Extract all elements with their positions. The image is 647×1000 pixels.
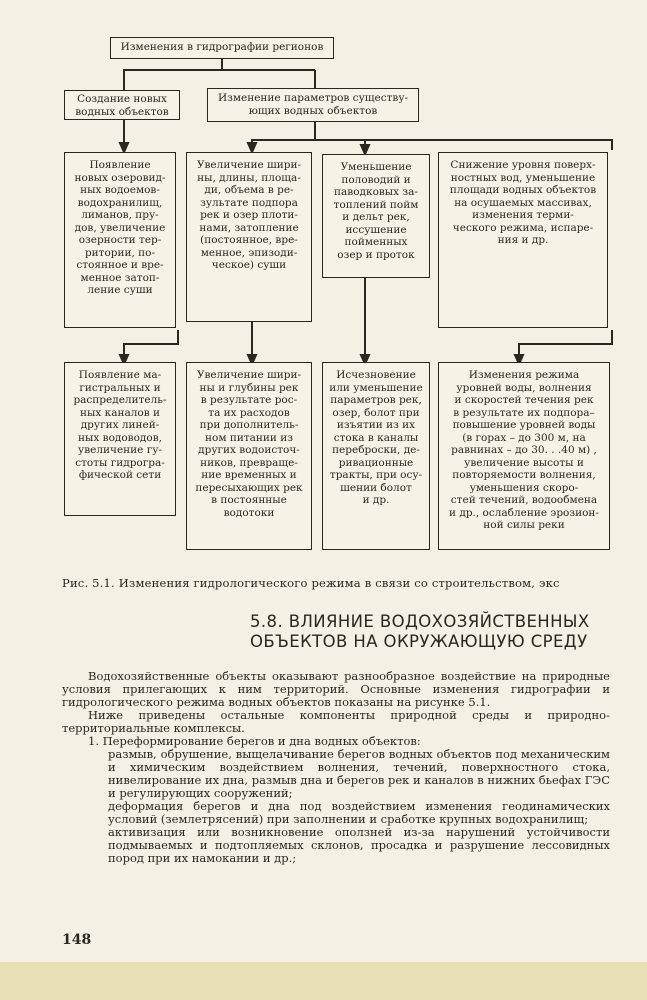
row1-col1-box: Появление новых озеровид- ных водоемов- водохранилищ, лиманов, пру- дов, увеличение озерности тер- ритории, по- стоянное и вре- менное затоп- ление суши bbox=[64, 152, 176, 328]
row2-col2-box: Увеличение шири- ны и глубины рек в результате рос- та их расходов при дополнитель- ном питании из других водоисточ- ников, превраще- ние временных и пересыхающих рек в постоянные водотоки bbox=[186, 362, 312, 550]
branch-parameters-box: Изменение параметров существу- ющих водных объектов bbox=[207, 88, 419, 122]
page-number: 148 bbox=[62, 932, 92, 948]
list-item-1: 1. Переформирование берегов и дна водных объектов: bbox=[88, 734, 421, 748]
row1-col3-box: Уменьшение половодий и паводковых за- топлений пойм и дельт рек, иссушение пойменных озер и проток bbox=[322, 154, 430, 278]
sub-item-3: активизация или возникновение оползней из-за нарушений устойчивости подмываемых и подтопляемых склонов, просадка и разрушение лессовидных пород при их намокании и др.; bbox=[108, 825, 610, 865]
page-bottom-edge bbox=[0, 962, 647, 1000]
paragraph-2: Ниже приведены остальные компоненты природной среды и природно-территориальные комплексы. bbox=[62, 708, 610, 735]
row2-col4-box: Изменения режима уровней воды, волнения и скоростей течения рек в результате их подпора– повышение уровней воды (в горах – до 300 м, на равнинах – до 30. . .40 м) , увеличение высоты и повторяемости волнения, уменьшения скоро- стей течений, водообмена и др., ослабление эрозион- ной силы реки bbox=[438, 362, 610, 550]
branch-new-objects-box: Создание новых водных объектов bbox=[64, 90, 180, 120]
body-text bbox=[62, 670, 610, 865]
diagram-root-box: Изменения в гидрографии регионов bbox=[110, 37, 334, 59]
sub-item-1: размыв, обрушение, выщелачивание берегов водных объектов под механическим и химическим воздействием волнения, течений, поверхностного стока, нивелирование их дна, размыв дна и берегов рек и каналов в нижних бьефах ГЭС и регулирующих сооружений; bbox=[108, 747, 610, 800]
row2-col3-box: Исчезновение или уменьшение параметров рек, озер, болот при изъятии из их стока в каналы переброски, де- ривационные тракты, при осу- шении болот и др. bbox=[322, 362, 430, 550]
paragraph-1: Водохозяйственные объекты оказывают разнообразное воздействие на природные условия прилегающих к ним территорий. Основные изменения гидрографии и гидрологического режима водных объектов показаны на рисунке 5.1. bbox=[62, 669, 610, 709]
row2-col1-box: Появление ма- гистральных и распределитель- ных каналов и других линей- ных водоводов, увеличение гу- стоты гидрогра- фической сети bbox=[64, 362, 176, 516]
row1-col2-box: Увеличение шири- ны, длины, площа- ди, объема в ре- зультате подпора рек и озер плоти- нами, затопление (постоянное, вре- менное, эпизоди- ческое) суши bbox=[186, 152, 312, 322]
row1-col4-box: Снижение уровня поверх- ностных вод, уменьшение площади водных объектов на осушаемых массивах, изменения терми- ческого режима, испаре- ния и др. bbox=[438, 152, 608, 328]
sub-item-2: деформация берегов и дна под воздействием изменения геодинамических условий (землетрясений) при заполнении и сработке крупных водохранилищ; bbox=[108, 799, 610, 826]
section-heading: 5.8. ВЛИЯНИЕ ВОДОХОЗЯЙСТВЕННЫХ ОБЪЕКТОВ НА ОКРУЖАЮЩУЮ СРЕДУ bbox=[250, 612, 590, 651]
figure-caption: Рис. 5.1. Изменения гидрологического режима в связи со строительством, экс bbox=[62, 576, 560, 590]
